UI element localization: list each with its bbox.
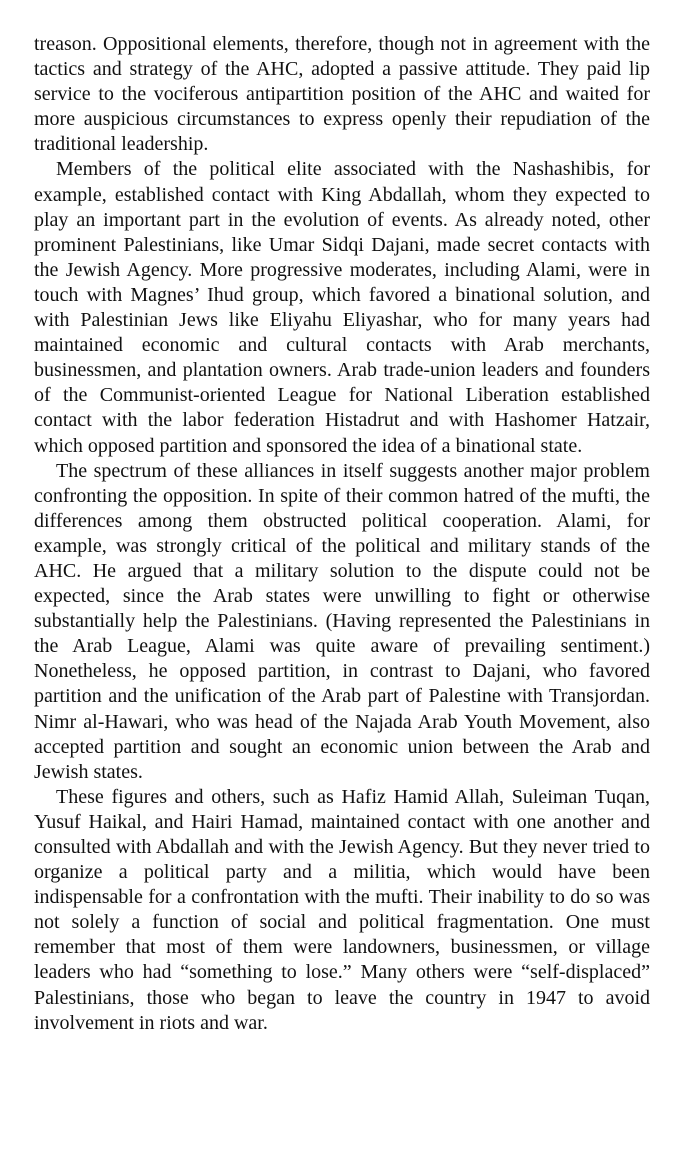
- paragraph-nashashibis: Members of the political elite associated with the Nashashibis, for example, established contact with King Abdallah, whom they expected to play an important part in the evolution of events. As already noted, other prominent Palestinians, like Umar Sidqi Dajani, made secret contacts with the Jewish Agency. More progressive moderates, including Alami, were in touch with Magnes’ Ihud group, which favored a binational solution, and with Palestinian Jews like Eliyahu Eliyashar, who for many years had maintained economic and cultural contacts with Arab merchants, businessmen, and plantation owners. Arab trade-union leaders and founders of the Communist-oriented League for National Liberation established contact with the labor federation Histadrut and with Hashomer Hatzair, which opposed partition and sponsored the idea of a binational state.: [34, 158, 650, 457]
- paragraph-alliances-spectrum: The spectrum of these alliances in itself suggests another major problem confronting the opposition. In spite of their common hatred of the mufti, the differences among them obstructed political cooperation. Alami, for example, was strongly critical of the political and military stands of the AHC. He argued that a military solution to the dispute could not be expected, since the Arab states were unwilling to fight or otherwise substantially help the Palestinians. (Having represented the Palestinians in the Arab League, Alami was quite aware of prevailing sentiment.) Nonetheless, he opposed partition, in contrast to Dajani, who favored partition and the unification of the Arab part of Palestine with Transjordan. Nimr al-Hawari, who was head of the Najada Arab Youth Movement, also accepted partition and sought an economic union between the Arab and Jewish states.: [34, 459, 650, 783]
- paragraph-opposition-figures: These figures and others, such as Hafiz Hamid Allah, Suleiman Tuqan, Yusuf Haikal, and Hairi Hamad, maintained contact with one another and consulted with Abdallah and with the Jewish Agency. But they never tried to organize a political party and a militia, which would have been indispensable for a confrontation with the mufti. Their inability to do so was not solely a function of social and political fragmentation. One must remember that most of them were landowners, businessmen, or village leaders who had “something to lose.” Many others were “self-displaced” Palestinians, those who began to leave the country in 1947 to avoid involvement in riots and war.: [34, 785, 650, 1034]
- book-page-body: [34, 32, 650, 1036]
- paragraph-continuation: treason. Oppositional elements, therefore, though not in agreement with the tactics and strategy of the AHC, adopted a passive attitude. They paid lip service to the vociferous antipartition position of the AHC and waited for more auspicious circumstances to express openly their repudiation of the traditional leadership.: [34, 33, 650, 156]
